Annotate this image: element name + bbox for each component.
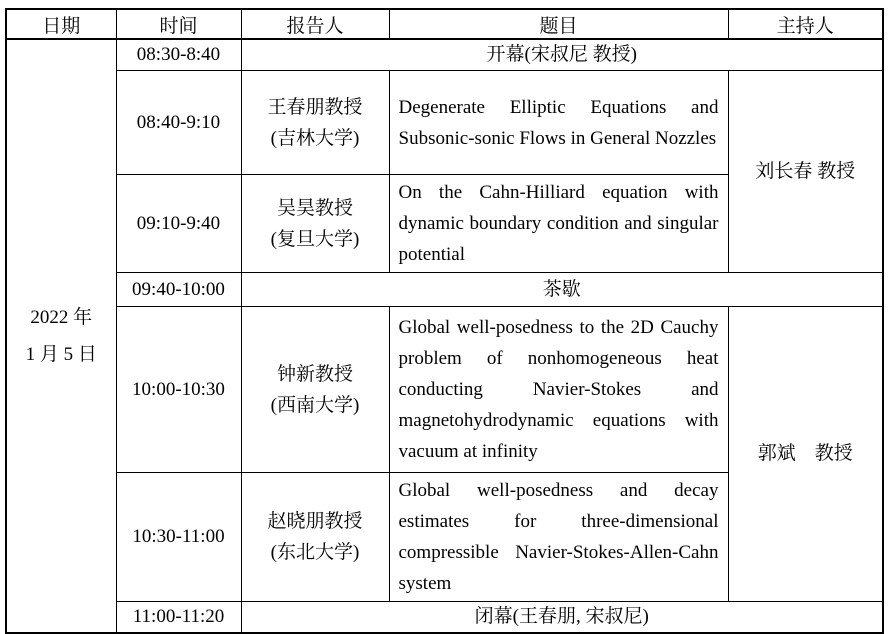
schedule-table [5,8,884,634]
row-tea-break [6,273,883,307]
date-line-2: 1 月 5 日 [25,344,97,365]
date-line-1: 2022 年 [30,307,93,328]
date-cell [6,39,116,633]
time-cell-talk4: 10:30-11:00 [116,473,241,602]
speaker-name: 吴昊教授 [276,197,353,219]
title-cell-talk4: Global well-posedness and decay estimates for three-dimensional compressible Navier-Stokes-Allen-Cahn system [389,473,728,602]
row-opening [6,39,883,71]
col-header-date: 日期 [6,9,116,39]
col-header-title: 题目 [389,9,728,39]
tea-break-cell: 茶歇 [241,273,883,307]
title-cell-talk3: Global well-posedness to the 2D Cauchy problem of nonhomogeneous heat conducting Navier-Stokes and magnetohydrodynamic equations with vacuum at infinity [389,307,728,473]
speaker-name: 钟新教授 [276,363,353,385]
col-header-time: 时间 [116,9,241,39]
closing-event-cell: 闭幕(王春朋, 宋叔尼) [241,602,883,634]
speaker-cell-talk1 [241,71,389,175]
col-header-host: 主持人 [728,9,883,39]
time-cell-opening: 08:30-8:40 [116,39,241,71]
host-cell-session2: 郭斌 教授 [728,307,883,602]
speaker-cell-talk3 [241,307,389,473]
opening-event-cell: 开幕(宋叔尼 教授) [241,39,883,71]
speaker-cell-talk2 [241,175,389,273]
row-closing [6,602,883,634]
time-cell-talk2: 09:10-9:40 [116,175,241,273]
time-cell-closing: 11:00-11:20 [116,602,241,634]
speaker-name: 赵晓朋教授 [267,511,363,532]
speaker-name: 王春朋教授 [267,96,363,118]
row-talk3 [6,307,883,473]
row-talk1 [6,71,883,175]
time-cell-talk1: 08:40-9:10 [116,71,241,175]
col-header-speaker: 报告人 [241,9,389,39]
speaker-affiliation: (复旦大学) [270,228,360,250]
time-cell-break: 09:40-10:00 [116,273,241,307]
speaker-affiliation: (西南大学) [270,394,360,416]
speaker-affiliation: (东北大学) [270,542,360,563]
host-cell-session1: 刘长春 教授 [728,71,883,273]
time-cell-talk3: 10:00-10:30 [116,307,241,473]
speaker-cell-talk4 [241,473,389,602]
title-cell-talk1: Degenerate Elliptic Equations and Subsonic-sonic Flows in General Nozzles [389,71,728,175]
title-cell-talk2: On the Cahn-Hilliard equation with dynamic boundary condition and singular potential [389,175,728,273]
header-row [6,9,883,39]
speaker-affiliation: (吉林大学) [270,127,360,149]
